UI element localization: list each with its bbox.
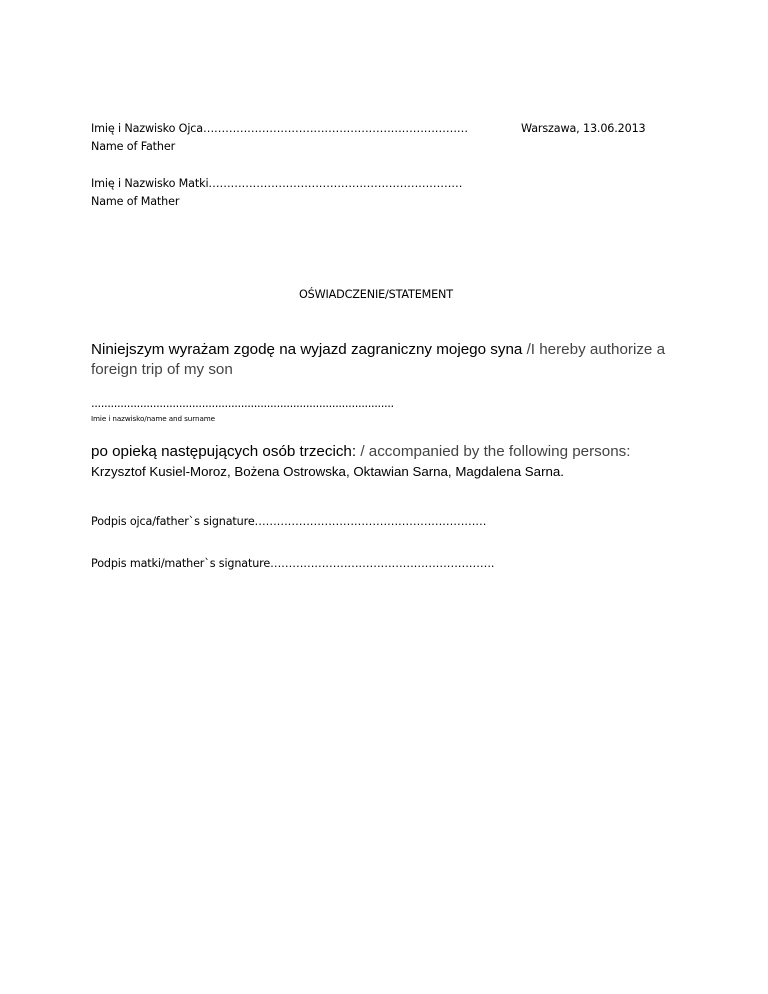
escort-persons: Krzysztof Kusiel-Moroz, Bożena Ostrowska, Oktawian Sarna, Magdalena Sarna.: [91, 464, 564, 479]
mother-name-label: Imię i Nazwisko Matki……………………………………………………………: [91, 177, 463, 190]
mother-name-label-en: Name of Mather: [91, 195, 180, 208]
consent-text-en: /I hereby authorize a: [522, 341, 666, 358]
escort-text-en: / accompanied by the following persons:: [356, 443, 631, 460]
document-title: OŚWIADCZENIE/STATEMENT: [299, 288, 453, 301]
escort-text-pl: po opieką następujących osób trzecich:: [91, 443, 357, 460]
mother-signature-line: Podpis matki/mather`s signature…………………………………………………….: [91, 557, 495, 570]
consent-text-line2: foreign trip of my son: [91, 361, 233, 378]
child-name-caption: Imie i nazwisko/name and surname: [91, 414, 215, 423]
consent-text-pl: Niniejszym wyrażam zgodę na wyjazd zagraniczny mojego syna: [91, 341, 523, 358]
father-name-label: Imię i Nazwisko Ojca………………………………………………………………: [91, 122, 468, 135]
consent-text-line1: [91, 339, 665, 360]
place-date: Warszawa, 13.06.2013: [521, 122, 646, 135]
child-name-field: .............................................................................................: [91, 396, 394, 410]
father-name-label-en: Name of Father: [91, 140, 176, 153]
escort-text: [91, 441, 631, 462]
father-signature-line: Podpis ojca/father`s signature………………………………………………………: [91, 515, 487, 528]
